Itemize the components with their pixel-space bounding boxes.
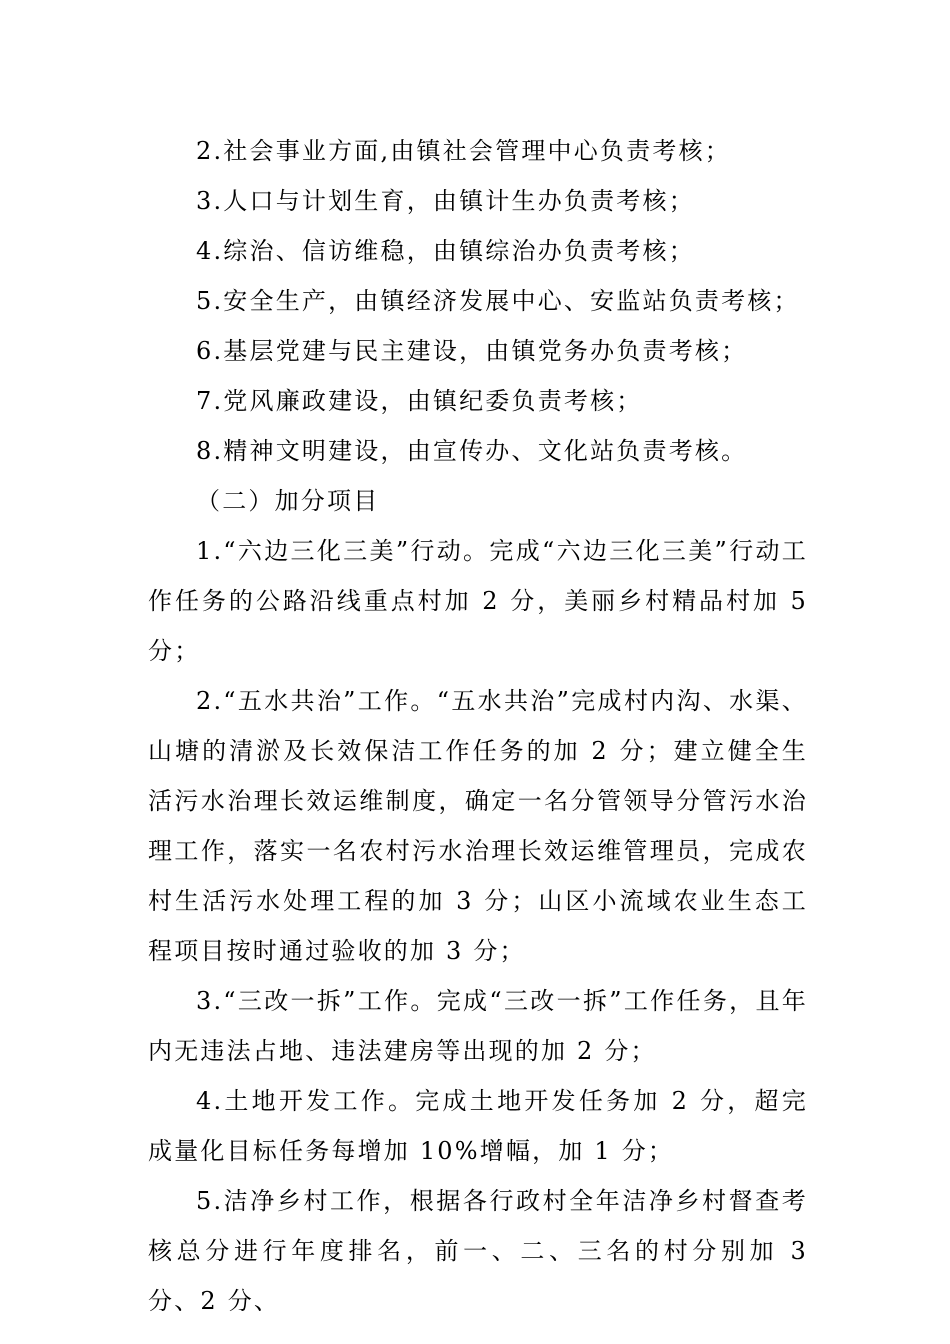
paragraph-item-3: 3.人口与计划生育，由镇计生办负责考核； bbox=[196, 187, 695, 215]
document-body bbox=[148, 126, 808, 1326]
paragraph-item-8: 8.精神文明建设，由宣传办、文化站负责考核。 bbox=[196, 437, 748, 465]
paragraph-item-5: 5.安全生产，由镇经济发展中心、安监站负责考核； bbox=[196, 287, 800, 315]
bonus-item-3: 3.“三改一拆”工作。完成“三改一拆”工作任务，且年内无违法占地、违法建房等出现的加 2 分； bbox=[148, 987, 808, 1065]
paragraph-item-4: 4.综治、信访维稳，由镇综治办负责考核； bbox=[196, 237, 695, 265]
section-heading-bonus: （二）加分项目 bbox=[196, 487, 380, 515]
bonus-item-5: 5.洁净乡村工作，根据各行政村全年洁净乡村督查考核总分进行年度排名，前一、二、三名的村分别加 3 分、2 分、 bbox=[148, 1187, 808, 1315]
paragraph-item-6: 6.基层党建与民主建设，由镇党务办负责考核； bbox=[196, 337, 748, 365]
paragraph-item-2: 2.社会事业方面,由镇社会管理中心负责考核； bbox=[196, 137, 731, 165]
bonus-item-1: 1.“六边三化三美”行动。完成“六边三化三美”行动工作任务的公路沿线重点村加 2 分，美丽乡村精品村加 5 分； bbox=[148, 537, 808, 665]
paragraph-item-7: 7.党风廉政建设，由镇纪委负责考核； bbox=[196, 387, 643, 415]
bonus-item-2: 2.“五水共治”工作。“五水共治”完成村内沟、水渠、山塘的清淤及长效保洁工作任务的加 2 分；建立健全生活污水治理长效运维制度，确定一名分管领导分管污水治理工作，落实一名农村污水治理长效运维管理员，完成农村生活污水处理工程的加 3 分；山区小流域农业生态工程项目按时通过验收的加 3 分； bbox=[148, 687, 808, 965]
bonus-item-4: 4.土地开发工作。完成土地开发任务加 2 分，超完成量化目标任务每增加 10%增幅，加 1 分； bbox=[148, 1087, 808, 1165]
